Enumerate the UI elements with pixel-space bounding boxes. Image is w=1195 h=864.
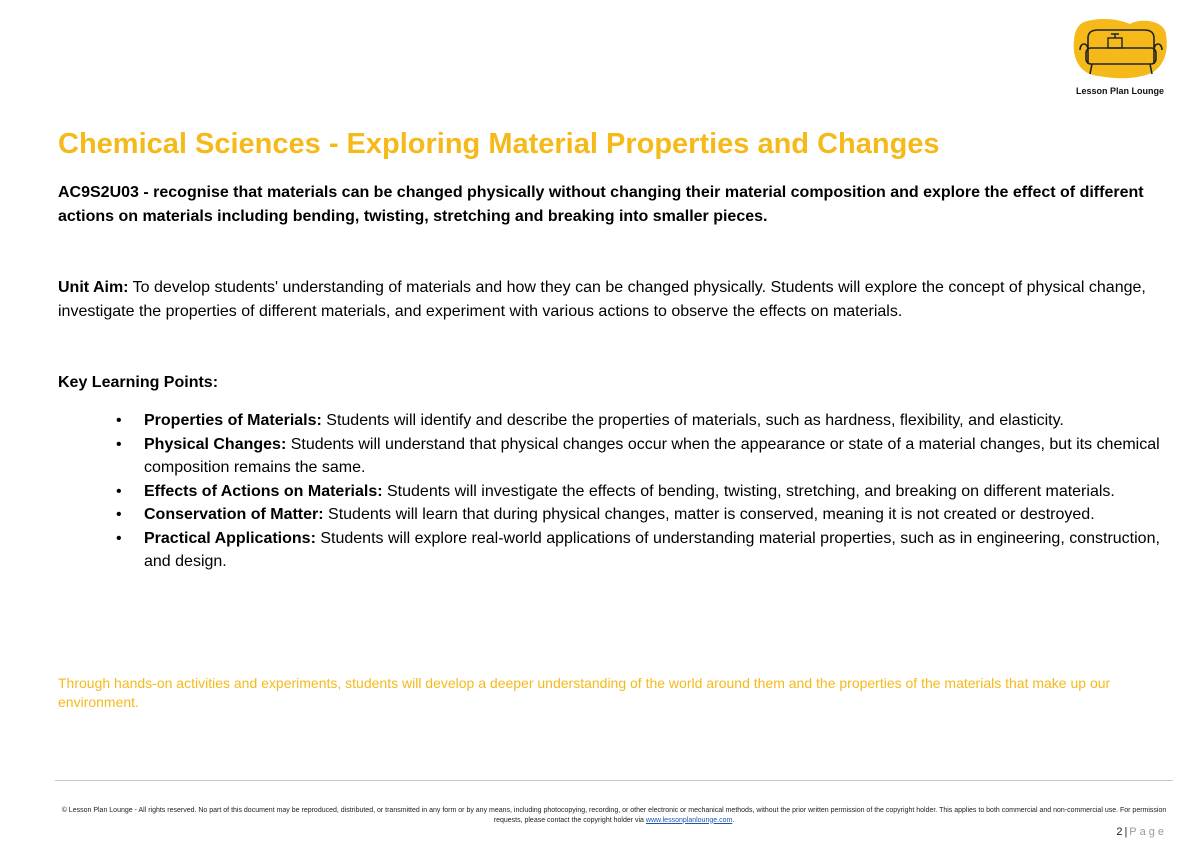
bullet: • xyxy=(116,482,122,500)
key-learning-points-list xyxy=(116,409,1169,574)
couch-logo-icon xyxy=(1072,18,1168,84)
point-label: Effects of Actions on Materials: xyxy=(144,482,383,500)
closing-statement: Through hands-on activities and experiments, students will develop a deeper understanding of the world around them and the properties of the materials that make up our environment. xyxy=(58,675,1111,710)
point-label: Conservation of Matter: xyxy=(144,506,324,523)
bullet: • xyxy=(116,435,122,453)
bullet: • xyxy=(116,412,122,429)
list-item xyxy=(116,409,1169,433)
unit-aim-text: To develop students' understanding of materials and how they can be changed physically. Students will explore the concept of physical change, investigate the properties of different materials, and experiment with various actions to observe the effects on materials. xyxy=(58,279,1146,320)
page-number xyxy=(1116,826,1167,838)
page-number-value: 2 xyxy=(1116,826,1123,838)
point-label: Physical Changes: xyxy=(144,435,287,453)
bullet: • xyxy=(116,506,122,523)
list-item xyxy=(116,480,1169,504)
point-text: Students will identify and describe the properties of materials, such as hardness, flexibility, and elasticity. xyxy=(321,412,1064,429)
copyright-notice xyxy=(55,806,1173,825)
page-separator: | xyxy=(1124,826,1128,838)
point-label: Properties of Materials: xyxy=(144,412,322,429)
page-word: Page xyxy=(1129,826,1167,838)
point-text: Students will learn that during physical changes, matter is conserved, meaning it is not created or destroyed. xyxy=(323,506,1095,523)
list-item xyxy=(116,433,1169,480)
copyright-end: . xyxy=(732,816,735,824)
point-text: Students will investigate the effects of bending, twisting, stretching, and breaking on different materials. xyxy=(382,482,1115,500)
curriculum-standard: AC9S2U03 - recognise that materials can be changed physically without changing their material composition and explore the effect of different actions on materials including bending, twisting, stretching and breaking into smaller pieces. xyxy=(58,184,1144,225)
footer-divider xyxy=(55,780,1173,781)
logo-text: Lesson Plan Lounge xyxy=(1075,86,1164,96)
bullet: • xyxy=(116,529,122,547)
point-text: Students will understand that physical changes occur when the appearance or state of a material changes, but its chemical composition remains the same. xyxy=(144,435,1160,476)
point-text: Students will explore real-world applications of understanding material properties, such as in engineering, construction, and design. xyxy=(144,529,1160,570)
list-item xyxy=(116,503,1169,527)
copyright-text: © Lesson Plan Lounge - All rights reserved. No part of this document may be reproduced, distributed, or transmitted in any form or by any means, including photocopying, recording, or other electronic or mechanical methods, without the prior written permission of the copyright holder. This applies to both commercial and non-commercial use. For permission requests, please contact the copyright holder via xyxy=(61,807,1167,824)
unit-aim-label: Unit Aim: xyxy=(58,279,129,296)
website-link[interactable]: www.lessonplanlounge.com xyxy=(645,816,733,824)
brand-logo xyxy=(1068,18,1172,98)
point-label: Practical Applications: xyxy=(144,529,316,547)
unit-aim xyxy=(58,276,1163,324)
list-item xyxy=(116,527,1169,574)
key-learning-points-heading: Key Learning Points: xyxy=(58,374,219,391)
page-title: Chemical Sciences - Exploring Material Properties and Changes xyxy=(58,128,940,160)
